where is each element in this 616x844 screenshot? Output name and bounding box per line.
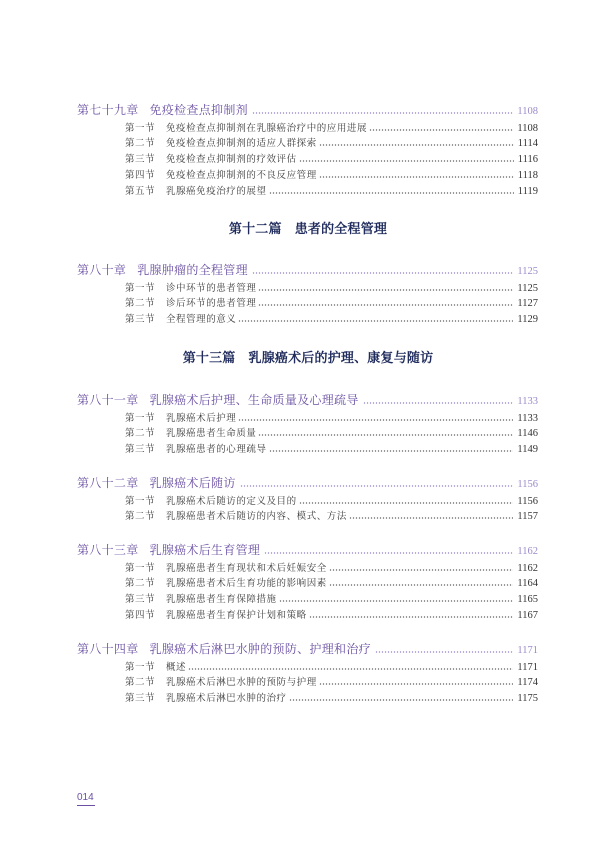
chapter-number: 第八十四章 bbox=[77, 642, 139, 656]
dot-leader bbox=[319, 683, 514, 685]
section-number: 第二节 bbox=[125, 578, 156, 590]
chapter-entry bbox=[77, 475, 538, 525]
chapter-page-number: 1162 bbox=[517, 546, 538, 557]
section-page-number: 1175 bbox=[517, 693, 538, 705]
section-number: 第三节 bbox=[125, 154, 156, 166]
section-number: 第三节 bbox=[125, 314, 156, 326]
section-entry bbox=[125, 494, 538, 510]
section-entry bbox=[125, 136, 538, 152]
chapter-title: 乳腺癌术后淋巴水肿的预防、护理和治疗 bbox=[149, 642, 371, 656]
chapter-number: 第八十一章 bbox=[77, 393, 139, 407]
section-list bbox=[77, 561, 538, 624]
section-list bbox=[77, 281, 538, 328]
dot-leader bbox=[289, 699, 514, 701]
section-entry bbox=[125, 281, 538, 297]
section-title: 乳腺癌免疫治疗的展望 bbox=[166, 185, 267, 197]
section-page-number: 1149 bbox=[517, 444, 538, 456]
section-entry bbox=[125, 121, 538, 137]
section-page-number: 1133 bbox=[517, 412, 538, 424]
section-entry bbox=[125, 675, 538, 691]
section-title: 全程管理的意义 bbox=[166, 314, 237, 326]
chapter-page-number: 1133 bbox=[517, 396, 538, 407]
chapter-page-number: 1125 bbox=[517, 266, 538, 277]
part-heading bbox=[0, 349, 616, 369]
section-page-number: 1167 bbox=[517, 609, 538, 621]
section-number: 第一节 bbox=[125, 661, 156, 673]
section-title: 免疫检查点抑制剂的不良反应管理 bbox=[166, 169, 317, 181]
section-page-number: 1119 bbox=[517, 185, 538, 197]
section-entry bbox=[125, 184, 538, 200]
section-title: 诊中环节的患者管理 bbox=[166, 282, 257, 294]
section-list bbox=[77, 411, 538, 458]
section-entry bbox=[125, 411, 538, 427]
section-number: 第一节 bbox=[125, 282, 156, 294]
section-page-number: 1156 bbox=[517, 495, 538, 507]
chapter-number: 第七十九章 bbox=[77, 103, 139, 117]
dot-leader bbox=[252, 272, 513, 274]
section-title: 乳腺癌患者生育保护计划和策略 bbox=[166, 609, 307, 621]
page-number: 014 bbox=[77, 791, 95, 806]
chapter-entry bbox=[77, 392, 538, 458]
section-title: 免疫检查点抑制剂在乳腺癌治疗中的应用进展 bbox=[166, 122, 368, 134]
section-entry bbox=[125, 660, 538, 676]
dot-leader bbox=[258, 434, 513, 436]
section-entry bbox=[125, 296, 538, 312]
part-title: 患者的全程管理 bbox=[294, 222, 388, 237]
chapter-number: 第八十章 bbox=[77, 263, 127, 277]
section-entry bbox=[125, 691, 538, 707]
dot-leader bbox=[299, 502, 514, 504]
section-title: 乳腺癌患者生育保障措施 bbox=[166, 594, 277, 606]
section-entry bbox=[125, 152, 538, 168]
section-entry bbox=[125, 509, 538, 525]
section-title: 乳腺癌患者术后生育功能的影响因素 bbox=[166, 578, 327, 590]
dot-leader bbox=[319, 144, 514, 146]
section-title: 乳腺癌术后淋巴水肿的治疗 bbox=[166, 693, 287, 705]
chapter-page-number: 1108 bbox=[517, 106, 538, 117]
section-number: 第一节 bbox=[125, 495, 156, 507]
section-page-number: 1162 bbox=[517, 562, 538, 574]
chapter-title: 乳腺癌术后生育管理 bbox=[149, 543, 261, 557]
dot-leader bbox=[238, 419, 513, 421]
section-title: 乳腺癌患者生命质量 bbox=[166, 428, 257, 440]
section-page-number: 1171 bbox=[517, 661, 538, 673]
section-number: 第三节 bbox=[125, 594, 156, 606]
chapter-title: 乳腺肿瘤的全程管理 bbox=[137, 263, 248, 277]
chapter-page-number: 1171 bbox=[517, 645, 538, 656]
section-number: 第二节 bbox=[125, 298, 156, 310]
chapter-heading bbox=[77, 542, 538, 558]
dot-leader bbox=[258, 304, 513, 306]
dot-leader bbox=[319, 176, 514, 178]
section-title: 乳腺癌患者生育现状和术后妊娠安全 bbox=[166, 562, 327, 574]
dot-leader bbox=[349, 517, 513, 519]
section-title: 乳腺癌术后随访的定义及目的 bbox=[166, 495, 297, 507]
section-number: 第五节 bbox=[125, 185, 156, 197]
section-entry bbox=[125, 168, 538, 184]
part-number: 第十三篇 bbox=[182, 351, 236, 366]
chapter-number: 第八十三章 bbox=[77, 543, 139, 557]
section-number: 第三节 bbox=[125, 444, 156, 456]
section-title: 诊后环节的患者管理 bbox=[166, 298, 257, 310]
part-number: 第十二篇 bbox=[228, 222, 282, 237]
dot-leader bbox=[299, 160, 514, 162]
chapter-title: 乳腺癌术后护理、生命质量及心理疏导 bbox=[149, 393, 359, 407]
dot-leader bbox=[279, 600, 514, 602]
chapter-heading bbox=[77, 641, 538, 657]
section-page-number: 1114 bbox=[517, 138, 538, 150]
section-page-number: 1116 bbox=[517, 154, 538, 166]
dot-leader bbox=[269, 450, 514, 452]
chapter-number: 第八十二章 bbox=[77, 476, 139, 490]
dot-leader bbox=[258, 289, 513, 291]
section-entry bbox=[125, 312, 538, 328]
section-entry bbox=[125, 576, 538, 592]
chapter-heading bbox=[77, 262, 538, 278]
chapter-entry bbox=[77, 262, 538, 328]
section-list bbox=[77, 494, 538, 526]
section-entry bbox=[125, 608, 538, 624]
chapter-heading bbox=[77, 102, 538, 118]
chapter-entry bbox=[77, 542, 538, 624]
dot-leader bbox=[375, 651, 513, 653]
dot-leader bbox=[238, 320, 513, 322]
section-page-number: 1127 bbox=[517, 298, 538, 310]
section-number: 第三节 bbox=[125, 693, 156, 705]
section-number: 第一节 bbox=[125, 412, 156, 424]
chapter-title: 乳腺癌术后随访 bbox=[149, 476, 236, 490]
section-list bbox=[77, 121, 538, 200]
section-number: 第二节 bbox=[125, 511, 156, 523]
dot-leader bbox=[252, 112, 513, 114]
part-title: 乳腺癌术后的护理、康复与随访 bbox=[248, 351, 434, 366]
section-page-number: 1174 bbox=[517, 677, 538, 689]
section-entry bbox=[125, 592, 538, 608]
dot-leader bbox=[188, 668, 513, 670]
section-number: 第二节 bbox=[125, 138, 156, 150]
section-entry bbox=[125, 426, 538, 442]
section-page-number: 1157 bbox=[517, 511, 538, 523]
dot-leader bbox=[309, 616, 514, 618]
dot-leader bbox=[363, 402, 514, 404]
section-page-number: 1129 bbox=[517, 314, 538, 326]
chapter-page-number: 1156 bbox=[517, 479, 538, 490]
section-page-number: 1108 bbox=[517, 122, 538, 134]
chapter-heading bbox=[77, 475, 538, 491]
chapter-entry bbox=[77, 641, 538, 707]
section-title: 乳腺癌患者的心理疏导 bbox=[166, 444, 267, 456]
dot-leader bbox=[264, 552, 513, 554]
section-page-number: 1146 bbox=[517, 428, 538, 440]
section-page-number: 1165 bbox=[517, 594, 538, 606]
chapter-entry bbox=[77, 102, 538, 199]
section-title: 免疫检查点抑制剂的适应人群探索 bbox=[166, 138, 317, 150]
section-number: 第一节 bbox=[125, 122, 156, 134]
section-list bbox=[77, 660, 538, 707]
section-number: 第二节 bbox=[125, 428, 156, 440]
section-entry bbox=[125, 561, 538, 577]
section-page-number: 1125 bbox=[517, 282, 538, 294]
dot-leader bbox=[240, 485, 514, 487]
section-title: 乳腺癌术后护理 bbox=[166, 412, 237, 424]
section-entry bbox=[125, 442, 538, 458]
section-title: 乳腺癌术后淋巴水肿的预防与护理 bbox=[166, 677, 317, 689]
part-heading bbox=[0, 220, 616, 240]
section-title: 乳腺癌患者术后随访的内容、模式、方法 bbox=[166, 511, 347, 523]
dot-leader bbox=[329, 569, 514, 571]
dot-leader bbox=[369, 129, 513, 131]
section-page-number: 1118 bbox=[517, 169, 538, 181]
section-page-number: 1164 bbox=[517, 578, 538, 590]
chapter-title: 免疫检查点抑制剂 bbox=[149, 103, 248, 117]
chapter-heading bbox=[77, 392, 538, 408]
section-number: 第一节 bbox=[125, 562, 156, 574]
section-title: 概述 bbox=[166, 661, 187, 673]
dot-leader bbox=[269, 192, 514, 194]
section-title: 免疫检查点抑制剂的疗效评估 bbox=[166, 154, 297, 166]
section-number: 第二节 bbox=[125, 677, 156, 689]
dot-leader bbox=[329, 584, 514, 586]
section-number: 第四节 bbox=[125, 169, 156, 181]
section-number: 第四节 bbox=[125, 609, 156, 621]
